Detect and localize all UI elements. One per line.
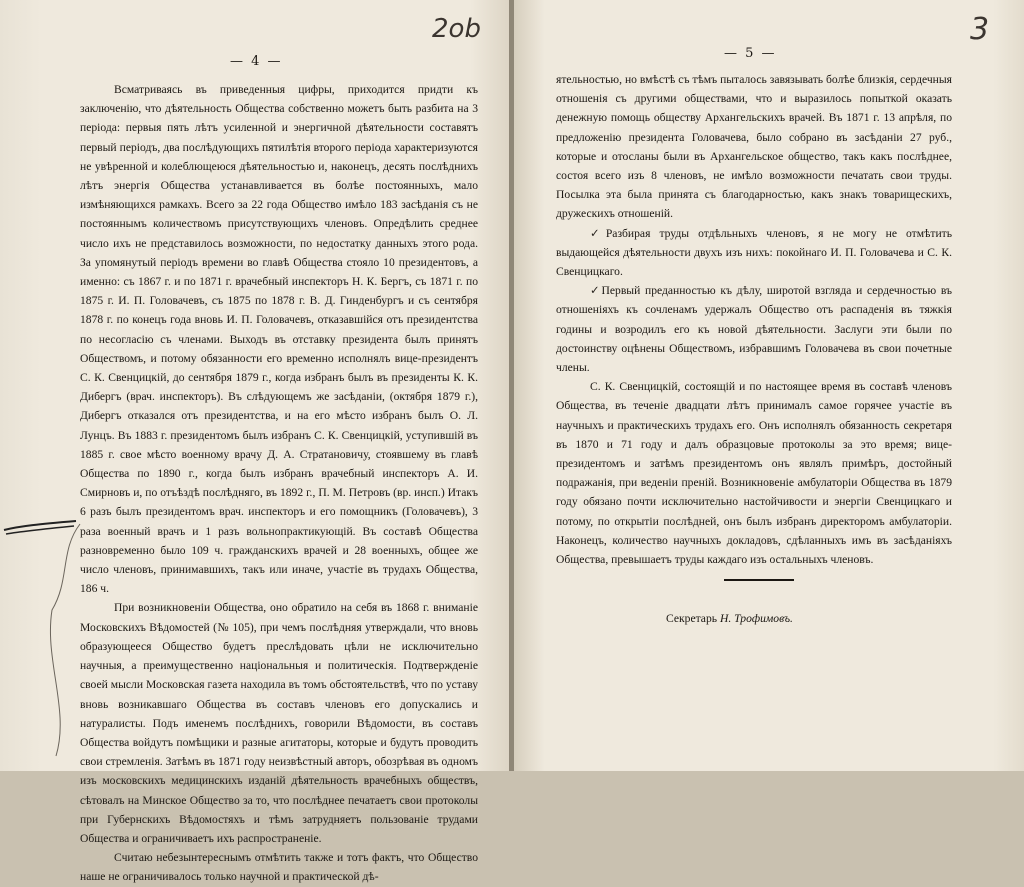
paragraph: ✓Первый преданностью къ дѣлу, широтой взгляда и сердечностью въ отношеніяхъ къ сочленамъ удержалъ Общество отъ распаденія въ тяжкія годины и возродилъ его къ новой дѣятельности. Заслуги эти были по достоинству оцѣнены Обществомъ, избравшимъ Головачева въ свои почетные члены. <box>556 284 952 375</box>
paragraph: Всматриваясь въ приведенныя цифры, приходится придти къ заключенію, что дѣятельность Общества собственно можетъ быть разбита на 3 періода: первыя пять лѣтъ усиленной и энергичной дѣятельности составятъ первый періодъ, два послѣдующихъ пятилѣтія второго періода характеризуются не увѣренной и колеблющеюся дѣятельностью и, наконецъ, десять послѣднихъ лѣтъ энергія Общества устанавливается въ болѣе постоянныхъ, мало измѣняющихся рамкахъ. Всего за 22 года Общество имѣло 183 засѣданія съ не постояннымъ количествомъ присутствующихъ членовъ. Опредѣлить среднее число ихъ не представилось возможности, по недостатку данныхъ этого рода. За упомянутый періодъ времени во главѣ Общества стояло 10 президентовъ, а именно: съ 1867 г. и по 1871 г. врачебный инспекторъ Н. К. Бергъ, съ 1871 г. по 1875 г. И. П. Головачевъ, съ 1875 по 1878 г. В. Д. Гинденбургъ и съ сентября 1878 г. по конецъ года вновь И. П. Головачевъ, отказавшійся отъ президентства по несогласію съ членами. Выходъ въ отставку президента былъ принятъ Обществомъ, и потому обязанности его временно исполнялъ вице-президентъ С. К. Свенцицкій, до сентября 1879 г., когда избранъ былъ въ президенты К. К. Дибергъ (врач. инспекторъ). Въ слѣдующемъ же засѣданіи, (октября 1879 г.), Дибергъ отказался отъ президентства, и на его мѣсто избранъ былъ О. Л. Лунцъ. Въ 1883 г. президентомъ былъ избранъ С. К. Свенцицкій, уступившій въ 1885 г. свое мѣсто военному врачу Д. А. Стратановичу, стоявшему въ главѣ Общества по 1890 г., когда былъ избранъ врачебный инспекторъ А. И. Смирновъ и, по отъѣздѣ послѣдняго, въ 1892 г., П. М. Петровъ (вр. инсп.) Итакъ 6 разъ былъ президентомъ врач. инспекторъ и его помощникъ (Головачевъ), 3 раза военный врачъ и 1 разъ вольнопрактикующій. Въ составѣ Общества разновременно было 109 ч. гражданскихъ врачей и 28 военныхъ, общее же число членовъ, принимавшихъ, такъ или иначе, участіе въ трудахъ Общества, 186 ч. <box>80 83 478 596</box>
page-body <box>556 70 952 628</box>
left-page <box>0 0 511 884</box>
paragraph: С. К. Свенцицкій, состоящій и по настоящее время въ составѣ членовъ Общества, въ теченіе двадцати лѣтъ принималъ самое горячее участіе въ научныхъ и практическихъ трудахъ его. Онъ исполнялъ обязанность секретаря въ 1870 и 71 году и далъ образцовые протоколы за это время; вице-президентомъ и затѣмъ президентомъ онъ являлъ примѣръ, достойный подражанія, при веденіи преній. Возникновеніе амбулаторіи Общества въ 1879 году обязано почти исключительно настойчивости и энергіи Свенцицкаго и потому, по открытіи послѣдней, онъ былъ избранъ директоромъ амбулаторіи. Наконецъ, количество научныхъ докладовъ, сдѣланныхъ имъ въ засѣданіяхъ Общества, превышаетъ труды каждаго изъ остальныхъ членовъ. <box>556 380 952 567</box>
paragraph: ✓Разбирая труды отдѣльныхъ членовъ, я не могу не отмѣтить выдающейся дѣятельности двухъ изъ нихъ: покойнаго И. П. Головачева и С. К. Свенцицкаго. <box>556 226 953 279</box>
margin-bracket-icon <box>40 520 100 760</box>
page-body <box>80 80 478 887</box>
paragraph-continuation: ятельностью, но вмѣстѣ съ тѣмъ пыталось завязывать болѣе близкія, сердечныя отношенія съ другими обществами, что и выразилось попыткой оказать денежную помощь обществу Архангельскихъ врачей. Въ 1871 г. 13 апрѣля, по предложенію президента Головачева, было собрано въ засѣданіи 27 руб., которые и отосланы были въ Архангельское общество, такъ какъ послѣднее, состоя всего изъ 8 членовъ, не имѣло возможности печатать свои труды. Посылка эта была принята съ благодарностью, какъ знакъ товарищескихъ, дружескихъ отношеній. <box>556 73 952 221</box>
paragraph: При возникновеніи Общества, оно обратило на себя въ 1868 г. вниманіе Московскихъ Вѣдомостей (№ 105), при чемъ послѣдняя утверждали, что вновь образующееся Общество будетъ преслѣдовать цѣли не исключительно научныя, а преимущественно національныя и политическія. Подтвержденіе своей мысли Московская газета находила въ томъ обстоятельствѣ, что по уставу вновь возникавшаго Общества въ составъ членовъ его допускались и натуралисты. Подъ именемъ послѣднихъ, говорили Вѣдомости, въ составъ Общества войдутъ помѣщики и разные агитаторы, которые и будутъ проводить свои стремленія. Затѣмъ въ 1871 году неизвѣстный авторъ, обозрѣвая въ одномъ изъ московскихъ медицинскихъ изданій дѣятельность врачебныхъ обществъ, сѣтовалъ на Минское Общество за то, что послѣднее печатаетъ свои протоколы при Губернскихъ Вѣдомостяхъ и тѣмъ затрудняетъ пользованіе трудами Общества и ограничиваетъ ихъ распространеніе. <box>80 601 478 845</box>
page-number: — 4 — <box>230 54 283 69</box>
handwritten-page-mark: 2ob <box>432 14 481 44</box>
checkmark-icon: ✓ <box>590 284 602 298</box>
checkmark-icon: ✓ <box>590 226 606 240</box>
signature-name: Н. Трофимовъ. <box>719 612 793 626</box>
right-page <box>514 0 1024 771</box>
paragraph: Считаю небезынтереснымъ отмѣтить также и тотъ фактъ, что Общество наше не ограничивалось только научной и практической дѣ- <box>80 851 478 884</box>
handwritten-page-mark: 3 <box>970 12 990 47</box>
signature: Секретарь Н. Трофимовъ. <box>666 612 793 626</box>
end-rule <box>724 579 794 581</box>
page-number: — 5 — <box>724 46 777 61</box>
